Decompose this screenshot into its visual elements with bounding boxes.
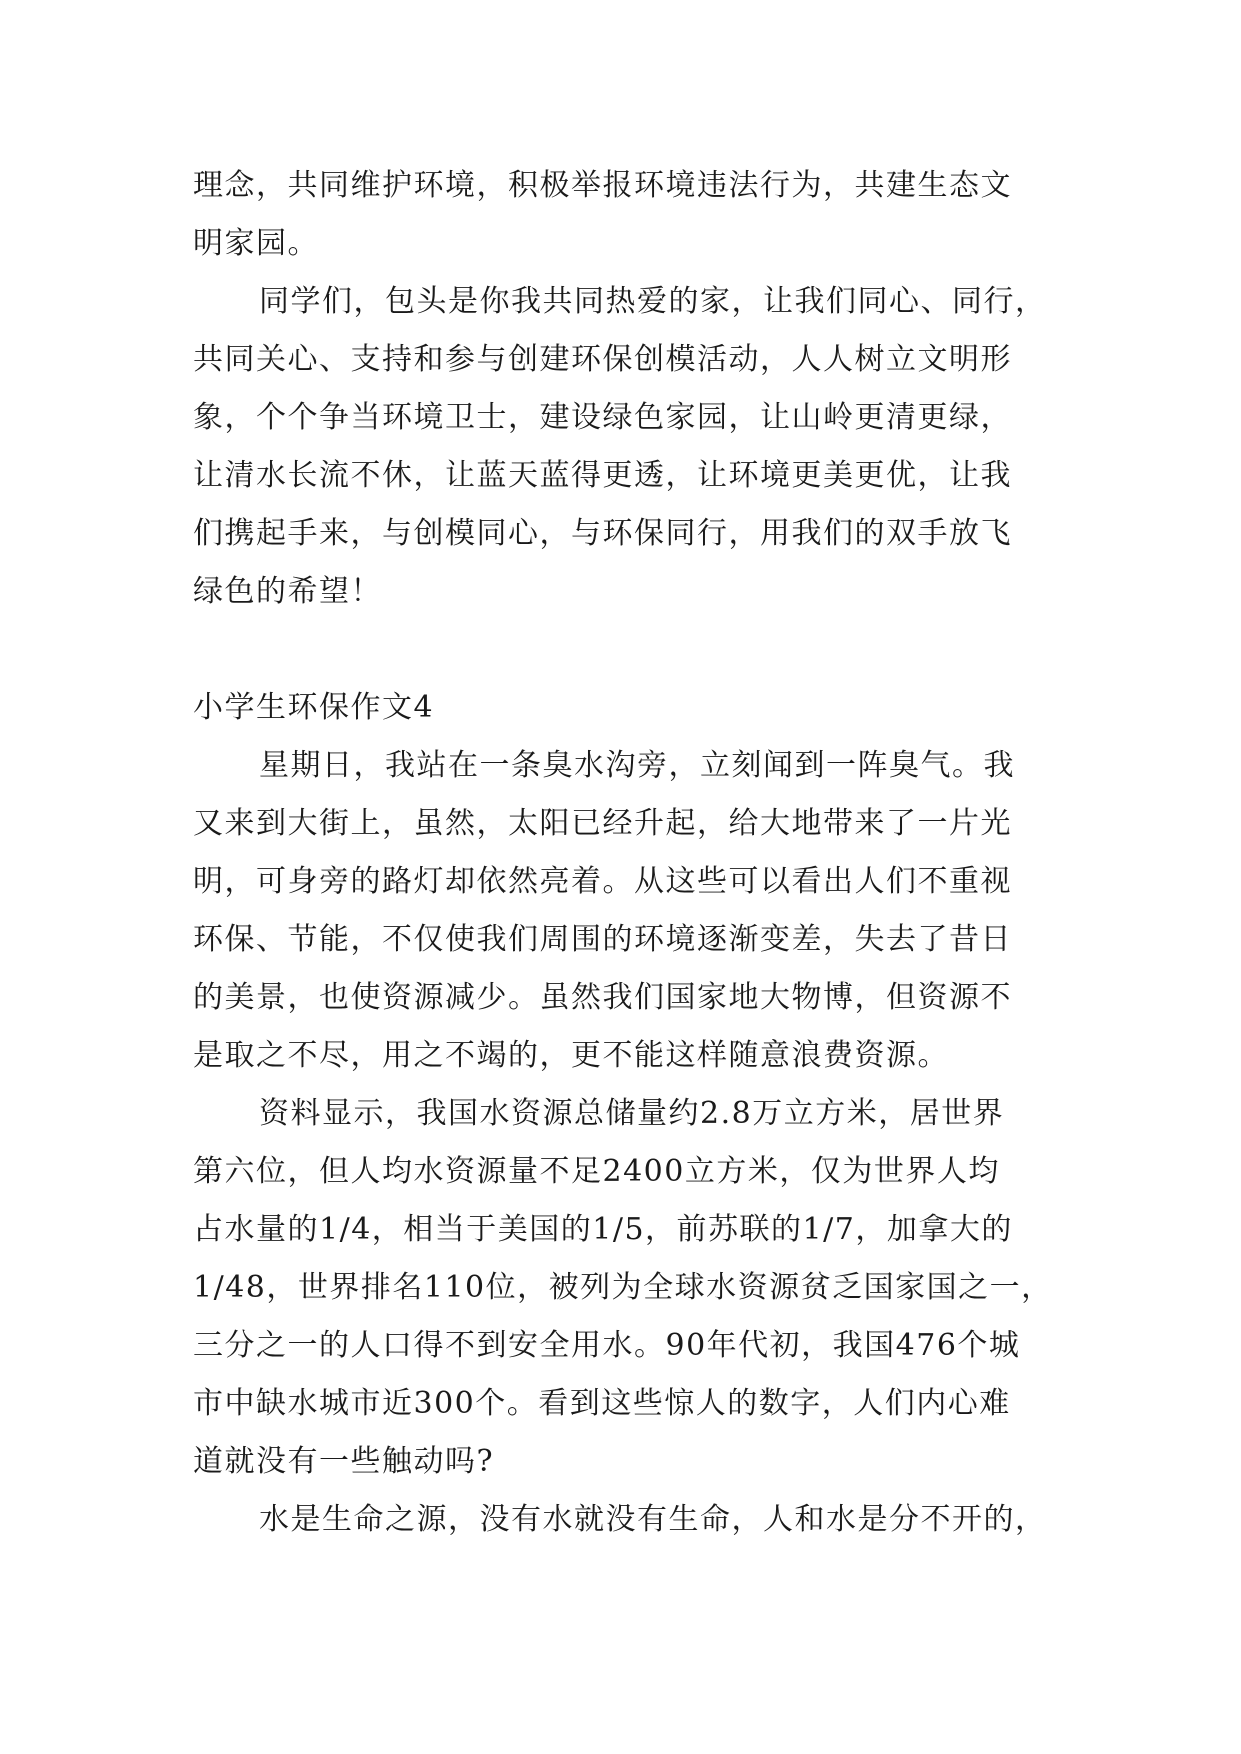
text-line: 明家园。: [193, 226, 319, 261]
text-line: 明，可身旁的路灯却依然亮着。从这些可以看出人们不重视: [193, 864, 1012, 899]
text-line: 星期日，我站在一条臭水沟旁，立刻闻到一阵臭气。我: [259, 748, 1015, 783]
text-line: 环保、节能，不仅使我们周围的环境逐渐变差，失去了昔日: [193, 922, 1012, 957]
text-line: 绿色的希望！: [193, 574, 382, 609]
text-line: 水是生命之源，没有水就没有生命，人和水是分不开的，: [259, 1502, 1047, 1537]
paragraph: [193, 1085, 1055, 1491]
text-line: 市中缺水城市近300个。看到这些惊人的数字，人们内心难: [193, 1386, 1011, 1421]
text-line: 占水量的1/4，相当于美国的1/5，前苏联的1/7，加拿大的: [193, 1212, 1013, 1247]
text-line: 1/48，世界排名110位，被列为全球水资源贫乏国家国之一，: [193, 1270, 1053, 1305]
paragraph-continuation: [193, 157, 1055, 273]
paragraph: [193, 737, 1055, 1085]
text-line: 同学们，包头是你我共同热爱的家，让我们同心、同行，: [259, 284, 1047, 319]
text-line: 们携起手来，与创模同心，与环保同行，用我们的双手放飞: [193, 516, 1012, 551]
text-line: 象，个个争当环境卫士，建设绿色家园，让山岭更清更绿，: [193, 400, 1012, 435]
paragraph-closing: [193, 273, 1055, 621]
text-line: 道就没有一些触动吗?: [193, 1444, 495, 1479]
text-line: 又来到大街上，虽然，太阳已经升起，给大地带来了一片光: [193, 806, 1012, 841]
text-line: 共同关心、支持和参与创建环保创模活动，人人树立文明形: [193, 342, 1012, 377]
text-line: 资料显示，我国水资源总储量约2.8万立方米，居世界: [259, 1096, 1005, 1131]
section-spacer: [193, 621, 1055, 679]
text-line: 是取之不尽，用之不竭的，更不能这样随意浪费资源。: [193, 1038, 949, 1073]
text-line: 三分之一的人口得不到安全用水。90年代初，我国476个城: [193, 1328, 1021, 1363]
text-line: 理念，共同维护环境，积极举报环境违法行为，共建生态文: [193, 168, 1012, 203]
text-line: 让清水长流不休，让蓝天蓝得更透，让环境更美更优，让我: [193, 458, 1012, 493]
text-line: 第六位，但人均水资源量不足2400立方米，仅为世界人均: [193, 1154, 1000, 1189]
text-line: 的美景，也使资源减少。虽然我们国家地大物博，但资源不: [193, 980, 1012, 1015]
paragraph: [193, 1491, 1055, 1549]
section-title: 小学生环保作文4: [193, 690, 435, 725]
document-body: [193, 157, 1055, 1549]
